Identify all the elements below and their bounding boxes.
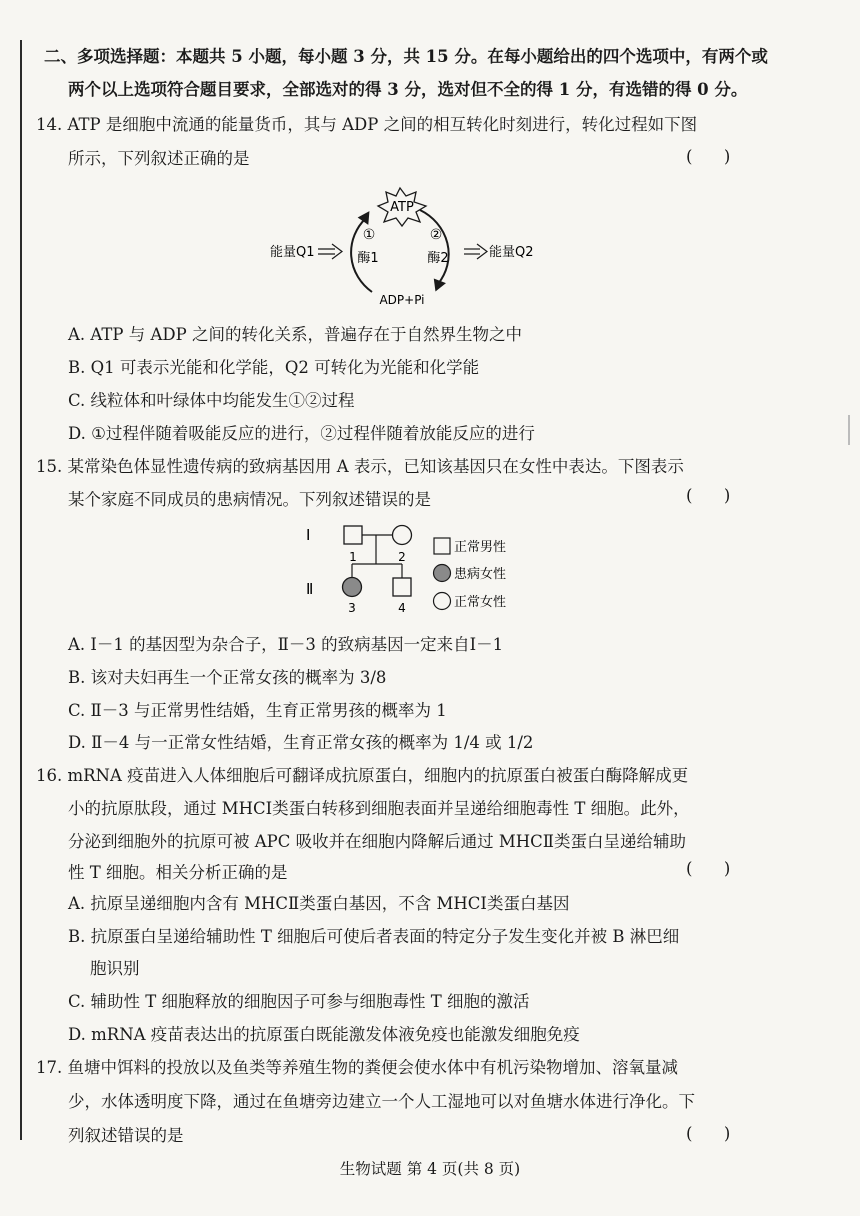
q17-stem-line-3: 列叙述错误的是 <box>68 1126 184 1145</box>
q14-option-c: C. 线粒体和叶绿体中均能发生①②过程 <box>68 391 355 410</box>
enzyme-1-label: 酶1 <box>357 251 379 266</box>
q14-stem-line-2: 所示，下列叙述正确的是 <box>68 149 250 168</box>
energy-out-arrow <box>464 244 487 259</box>
q16-stem-line-4: 性 T 细胞。相关分析正确的是 <box>68 863 288 882</box>
energy-q2-label: 能量Q2 <box>489 245 534 260</box>
q15-option-a: A. Ⅰ－1 的基因型为杂合子，Ⅱ－3 的致病基因一定来自Ⅰ－1 <box>68 635 504 654</box>
section-header-line-2: 两个以上选项符合题目要求，全部选对的得 3 分，选对但不全的得 1 分，有选错的得 0 分。 <box>68 80 748 99</box>
q15-stem-line-2: 某个家庭不同成员的患病情况。下列叙述错误的是 <box>68 490 431 509</box>
q16-option-d: D. mRNA 疫苗表达出的抗原蛋白既能激发体液免疫也能激发细胞免疫 <box>68 1025 580 1044</box>
pedigree-number-4: 4 <box>398 601 406 615</box>
pedigree-number-3: 3 <box>348 601 356 615</box>
energy-in-arrow <box>318 244 342 259</box>
q15-option-c: C. Ⅱ－3 与正常男性结婚，生育正常男孩的概率为 1 <box>68 701 447 720</box>
page-footer: 生物试题 第 4 页(共 8 页) <box>339 1160 521 1178</box>
q16-option-c: C. 辅助性 T 细胞释放的细胞因子可参与细胞毒性 T 细胞的激活 <box>68 992 530 1011</box>
q16-option-b-line-1: B. 抗原蛋白呈递给辅助性 T 细胞后可使后者表面的特定分子发生变化并被 B 淋巴细 <box>68 927 680 946</box>
pedigree-figure <box>296 520 536 624</box>
hydrolysis-arc <box>420 210 449 284</box>
q14-option-a: A. ATP 与 ADP 之间的转化关系，普遍存在于自然界生物之中 <box>68 325 523 344</box>
legend-male-label: 正常男性 <box>454 540 507 555</box>
legend-female-circle <box>434 593 451 610</box>
energy-q1-label: 能量Q1 <box>270 245 315 260</box>
q16-stem-line-3: 分泌到细胞外的抗原可被 APC 吸收并在细胞内降解后通过 MHCⅡ类蛋白呈递给辅助 <box>68 832 687 851</box>
legend-male-square <box>434 538 450 554</box>
synthesis-arrowhead <box>358 208 376 225</box>
legend-female-label: 正常女性 <box>454 595 507 610</box>
pedigree-ii4-male <box>393 578 411 596</box>
atp-label: ATP <box>390 200 414 215</box>
enzyme-2-label: 酶2 <box>427 251 449 266</box>
pedigree-i1-male <box>344 526 362 544</box>
legend-affected-circle <box>434 565 451 582</box>
q16-stem-line-2: 小的抗原肽段，通过 MHCⅠ类蛋白转移到细胞表面并呈递给细胞毒性 T 细胞。此外， <box>68 799 690 818</box>
q15-answer-bracket: ( ) <box>686 486 731 505</box>
q14-option-b: B. Q1 可表示光能和化学能，Q2 可转化为光能和化学能 <box>68 358 480 377</box>
q15-option-b: B. 该对夫妇再生一个正常女孩的概率为 3/8 <box>68 668 387 687</box>
step-1-label: ① <box>362 227 376 243</box>
adp-label: ADP+Pi <box>379 293 425 307</box>
hydrolysis-arrowhead <box>429 278 446 294</box>
q16-option-a: A. 抗原呈递细胞内含有 MHCⅡ类蛋白基因，不含 MHCⅠ类蛋白基因 <box>68 894 570 913</box>
pedigree-number-2: 2 <box>398 550 406 564</box>
pedigree-i2-female <box>393 526 412 545</box>
generation-2-label: Ⅱ <box>306 580 314 598</box>
step-2-label: ② <box>429 227 443 243</box>
q16-answer-bracket: ( ) <box>686 859 731 878</box>
q14-option-d: D. ①过程伴随着吸能反应的进行，②过程伴随着放能反应的进行 <box>68 424 535 443</box>
q16-option-b-line-2: 胞识别 <box>90 959 140 978</box>
atp-adp-cycle-figure <box>260 180 560 314</box>
q14-stem-line-1: 14. ATP 是细胞中流通的能量货币，其与 ADP 之间的相互转化时刻进行，转化过程如下图 <box>36 115 698 134</box>
legend-affected-label: 患病女性 <box>454 567 507 582</box>
q17-answer-bracket: ( ) <box>686 1124 731 1143</box>
q15-option-d: D. Ⅱ－4 与一正常女性结婚，生育正常女孩的概率为 1/4 或 1/2 <box>68 733 534 752</box>
section-header-line-1: 二、多项选择题：本题共 5 小题，每小题 3 分，共 15 分。在每小题给出的四个选项中，有两个或 <box>44 47 768 66</box>
q15-stem-line-1: 15. 某常染色体显性遗传病的致病基因用 A 表示，已知该基因只在女性中表达。下图表示 <box>36 457 684 476</box>
generation-1-label: Ⅰ <box>306 526 311 544</box>
q14-answer-bracket: ( ) <box>686 147 731 166</box>
q16-stem-line-1: 16. mRNA 疫苗进入人体细胞后可翻译成抗原蛋白，细胞内的抗原蛋白被蛋白酶降解成更 <box>36 766 689 785</box>
q17-stem-line-1: 17. 鱼塘中饵料的投放以及鱼类等养殖生物的粪便会使水体中有机污染物增加、溶氧量减 <box>36 1058 678 1077</box>
pedigree-ii3-affected-female <box>343 578 362 597</box>
q17-stem-line-2: 少，水体透明度下降，通过在鱼塘旁边建立一个人工湿地可以对鱼塘水体进行净化。下 <box>68 1092 695 1111</box>
pedigree-number-1: 1 <box>349 550 357 564</box>
